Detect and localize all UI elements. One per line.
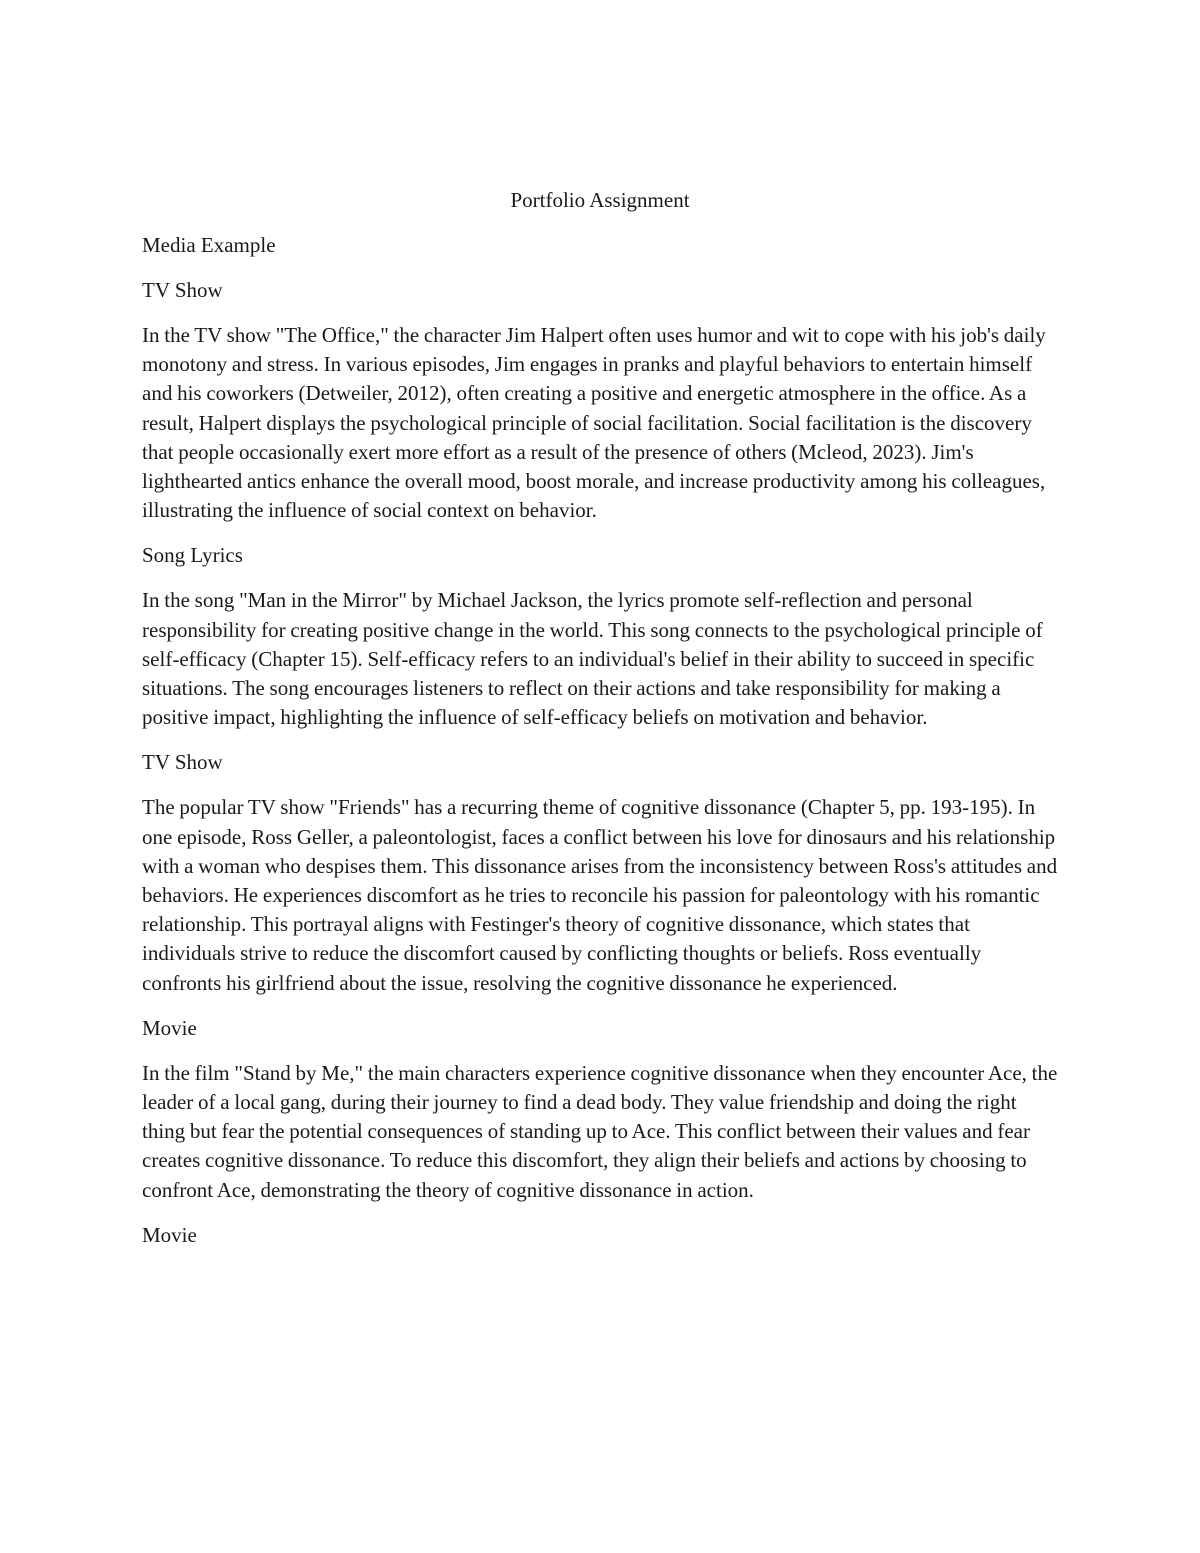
section-body-the-office: In the TV show "The Office," the character Jim Halpert often uses humor and wit to cope with his job's daily monotony and stress. In various episodes, Jim engages in pranks and playful behaviors to entertain himself and his coworkers (Detweiler, 2012), often creating a positive and energetic atmosphere in the office. As a result, Halpert displays the psychological principle of social facilitation. Social facilitation is the discovery that people occasionally exert more effort as a result of the presence of others (Mcleod, 2023). Jim's lighthearted antics enhance the overall mood, boost morale, and increase productivity among his colleagues, illustrating the influence of social context on behavior. [142, 323, 1046, 523]
document-subtitle: Media Example [142, 233, 276, 257]
section-heading-movie-1: Movie [142, 1015, 197, 1040]
section-heading-tv-show-1: TV Show [142, 278, 223, 302]
section-body-man-in-the-mirror: In the song "Man in the Mirror" by Michael Jackson, the lyrics promote self-reflection and personal responsibility for creating positive change in the world. This song connects to the psychological principle of self-efficacy (Chapter 15). Self-efficacy refers to an individual's belief in their ability to succeed in specific situations. The song encourages listeners to reflect on their actions and take responsibility for making a positive impact, highlighting the influence of self-efficacy beliefs on motivation and behavior. [142, 588, 1043, 730]
section-heading-song-lyrics: Song Lyrics [142, 543, 243, 568]
section-body-friends: The popular TV show "Friends" has a recurring theme of cognitive dissonance (Chapter 5, pp. 193-195). In one episode, Ross Geller, a paleontologist, faces a conflict between his love for dinosaurs and his relationship with a woman who despises them. This dissonance arises from the inconsistency between Ross's attitudes and behaviors. He experiences discomfort as he tries to reconcile his passion for paleontology with his romantic relationship. This portrayal aligns with Festinger's theory of cognitive dissonance, which states that individuals strive to reduce the discomfort caused by conflicting thoughts or beliefs. Ross eventually confronts his girlfriend about the issue, resolving the cognitive dissonance he experienced. [142, 795, 1058, 995]
document-title: Portfolio Assignment [510, 188, 690, 212]
section-heading-tv-show-2: TV Show [142, 750, 223, 775]
section-heading-movie-2: Movie [142, 1222, 197, 1247]
section-body-stand-by-me: In the film "Stand by Me," the main characters experience cognitive dissonance when they encounter Ace, the leader of a local gang, during their journey to find a dead body. They value friendship and doing the right thing but fear the potential consequences of standing up to Ace. This conflict between their values and fear creates cognitive dissonance. To reduce this discomfort, they align their beliefs and actions by choosing to confront Ace, demonstrating the theory of cognitive dissonance in action. [142, 1060, 1058, 1202]
document-body [142, 186, 1058, 1266]
